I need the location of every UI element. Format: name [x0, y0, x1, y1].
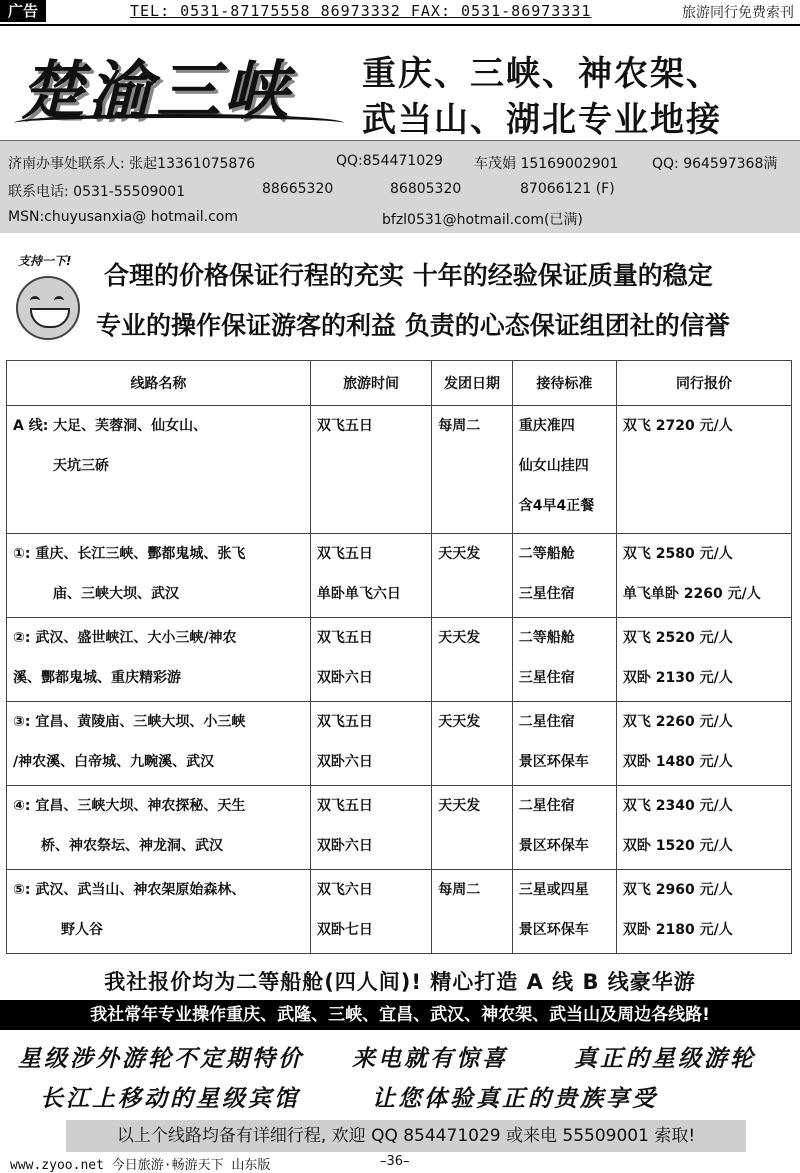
promo-noble-experience: 让您体验真正的贵族享受 — [372, 1085, 658, 1112]
promo-floating-hotel: 长江上移动的星级宾馆 — [40, 1085, 300, 1112]
table-header-row — [7, 361, 792, 406]
standard-cell: 二星住宿 景区环保车 — [512, 786, 616, 870]
duration-cell: 双飞五日 双卧六日 — [310, 786, 431, 870]
smiley-eye-right — [54, 296, 64, 305]
table-row — [7, 702, 792, 786]
price-cell: 双飞 2580 元/人 单飞单卧 2260 元/人 — [616, 534, 791, 618]
duration-cell: 双飞五日 双卧六日 — [310, 618, 431, 702]
agency-logo: 楚渝三峡 — [20, 54, 292, 129]
contact-phone-1: 联系电话: 0531-55509001 — [8, 184, 186, 200]
free-index-label: 旅游同行免费索刊 — [682, 5, 794, 21]
standard-cell: 二等船舱 三星住宿 — [512, 534, 616, 618]
smiley-mouth — [30, 308, 70, 328]
duration-cell: 双飞五日 双卧六日 — [310, 702, 431, 786]
contact-qq-2: QQ: 964597368满 — [652, 156, 778, 172]
tagline-line-1: 重庆、三峡、神农架、 — [362, 54, 722, 94]
departure-cell: 每周二 — [432, 870, 513, 954]
standard-cell: 二星住宿 景区环保车 — [512, 702, 616, 786]
slogan-line-1: 合理的价格保证行程的充实 十年的经验保证质量的稳定 — [104, 261, 713, 290]
support-tag: 支持一下! — [18, 254, 72, 268]
contact-phone-3: 86805320 — [390, 181, 462, 197]
duration-cell: 双飞五日 单卧单飞六日 — [310, 534, 431, 618]
table-row — [7, 870, 792, 954]
departure-cell: 每周二 — [432, 406, 513, 534]
itinerary-note: 以上个线路均备有详细行程, 欢迎 QQ 854471029 或来电 55509001 索取! — [66, 1120, 746, 1152]
routes-bar: 我社常年专业操作重庆、武隆、三峡、宜昌、武汉、神农架、武当山及周边各线路! — [0, 1000, 800, 1030]
smiley-eye-left — [30, 296, 40, 305]
phone-fax-line: TEL: 0531-87175558 86973332 FAX: 0531-86973331 — [130, 2, 592, 20]
column-header: 线路名称 — [7, 361, 311, 406]
contact-person-2: 车茂娟 15169002901 — [474, 156, 619, 172]
duration-cell: 双飞五日 — [310, 406, 431, 534]
page-footer — [0, 1152, 800, 1172]
departure-cell: 天天发 — [432, 534, 513, 618]
price-cell: 双飞 2260 元/人 双卧 1480 元/人 — [616, 702, 791, 786]
column-header: 接待标准 — [512, 361, 616, 406]
tagline-line-2: 武当山、湖北专业地接 — [362, 100, 722, 140]
departure-cell: 天天发 — [432, 618, 513, 702]
contact-fax: 87066121 (F) — [520, 181, 615, 197]
contact-band — [0, 141, 800, 233]
contact-phone-2: 88665320 — [262, 181, 334, 197]
contact-jinan-office: 济南办事处联系人: 张起13361075876 — [8, 156, 256, 172]
route-price-table — [6, 360, 792, 954]
smiley-thumbs-up-icon — [16, 276, 80, 340]
route-name-cell: ③: 宜昌、黄陵庙、三峡大坝、小三峡 /神农溪、白帝城、九畹溪、武汉 — [7, 702, 311, 786]
contact-qq-1: QQ:854471029 — [336, 153, 443, 169]
promo-surprise: 来电就有惊喜 — [352, 1045, 508, 1072]
price-cell: 双飞 2960 元/人 双卧 2180 元/人 — [616, 870, 791, 954]
promo-cruise-special: 星级涉外游轮不定期特价 — [18, 1045, 304, 1072]
table-row — [7, 406, 792, 534]
contact-msn-2: bfzl0531@hotmail.com(已满) — [382, 212, 583, 228]
standard-cell: 三星或四星 景区环保车 — [512, 870, 616, 954]
route-name-cell: A 线: 大足、芙蓉洞、仙女山、 天坑三硚 — [7, 406, 311, 534]
page-number: –36– — [380, 1154, 410, 1169]
route-name-cell: ②: 武汉、盛世峡江、大小三峡/神农 溪、酆都鬼城、重庆精彩游 — [7, 618, 311, 702]
column-header: 旅游时间 — [310, 361, 431, 406]
ad-label: 广告 — [0, 0, 46, 22]
table-row — [7, 534, 792, 618]
price-cell: 双飞 2720 元/人 — [616, 406, 791, 534]
table-row — [7, 786, 792, 870]
promo-star-cruise: 真正的星级游轮 — [574, 1045, 756, 1072]
column-header: 同行报价 — [616, 361, 791, 406]
standard-cell: 重庆准四 仙女山挂四 含4早4正餐 — [512, 406, 616, 534]
departure-cell: 天天发 — [432, 786, 513, 870]
support-section — [0, 238, 800, 350]
route-name-cell: ④: 宜昌、三峡大坝、神农探秘、天生 桥、神农祭坛、神龙洞、武汉 — [7, 786, 311, 870]
ad-header — [0, 28, 800, 141]
route-name-cell: ①: 重庆、长江三峡、酆都鬼城、张飞 庙、三峡大坝、武汉 — [7, 534, 311, 618]
departure-cell: 天天发 — [432, 702, 513, 786]
standard-cell: 二等船舱 三星住宿 — [512, 618, 616, 702]
price-cell: 双飞 2520 元/人 双卧 2130 元/人 — [616, 618, 791, 702]
route-name-cell: ⑤: 武汉、武当山、神农架原始森林、 野人谷 — [7, 870, 311, 954]
duration-cell: 双飞六日 双卧七日 — [310, 870, 431, 954]
pricing-note: 我社报价均为二等船舱(四人间)! 精心打造 A 线 B 线豪华游 — [104, 970, 696, 994]
column-header: 发团日期 — [432, 361, 513, 406]
footer-site: www.zyoo.net 今日旅游·畅游天下 山东版 — [10, 1158, 271, 1173]
contact-msn-1: MSN:chuyusanxia@ hotmail.com — [8, 209, 238, 225]
top-bar — [0, 0, 800, 26]
slogan-line-2: 专业的操作保证游客的利益 负责的心态保证组团社的信誉 — [96, 311, 730, 340]
logo-block — [10, 34, 340, 134]
table-row — [7, 618, 792, 702]
logo-swoosh — [14, 114, 344, 132]
price-cell: 双飞 2340 元/人 双卧 1520 元/人 — [616, 786, 791, 870]
